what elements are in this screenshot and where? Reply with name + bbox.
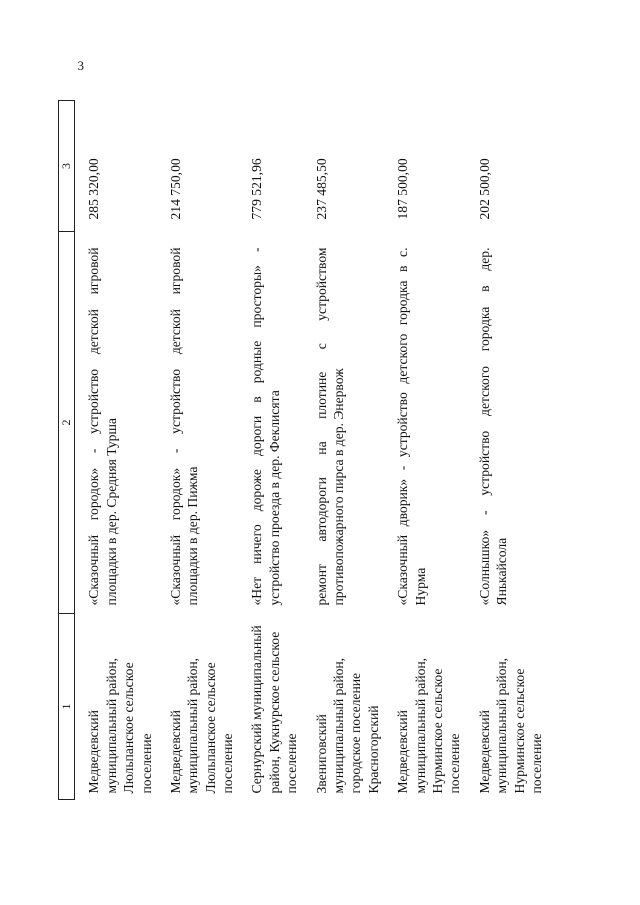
- project-cell: «Сказочный городок» - устройство детской игровой площадки в дер. Пижма: [167, 247, 201, 606]
- column-header-3: 3: [59, 101, 75, 232]
- table-row: [313, 101, 395, 800]
- rotated-table-container: [58, 100, 578, 800]
- project-cell: «Нет ничего дороже дороги в родные просторы» - устройство проезда в дер. Феклисята: [249, 247, 282, 606]
- amount-cell: 214 750,00: [167, 158, 183, 220]
- project-cell: «Сказочный дворик» - устройство детского городка в с. Нурма: [395, 247, 428, 606]
- municipality-cell: Медведевский муниципальный район, Нурминское сельское поселение: [476, 657, 544, 794]
- table-header-row: [59, 101, 75, 800]
- amount-cell: 202 500,00: [476, 158, 492, 220]
- table-row: [476, 101, 558, 800]
- column-header-1: 1: [59, 614, 75, 800]
- municipality-cell: Медведевский муниципальный район, Люльпанское сельское поселение: [167, 657, 236, 794]
- table-row: [167, 101, 249, 800]
- table-row: [248, 101, 312, 800]
- amount-cell: 285 320,00: [86, 158, 102, 220]
- amount-cell: 237 485,50: [313, 158, 329, 220]
- column-header-2: 2: [59, 232, 75, 614]
- project-cell: ремонт автодороги на плотине с устройством противопожарного пирса в дер. Энервож: [313, 247, 347, 606]
- municipality-cell: Медведевский муниципальный район, Люльпанское сельское поселение: [86, 657, 154, 794]
- amount-cell: 187 500,00: [395, 158, 411, 220]
- project-cell: «Сказочный городок» - устройство детской игровой площадки в дер. Средняя Турша: [86, 247, 119, 606]
- table-row: [394, 101, 476, 800]
- municipality-cell: Сернурский муниципальный район, Кукнурское сельское поселение: [249, 625, 300, 794]
- amount-cell: 779 521,96: [249, 158, 265, 220]
- page-number: 3: [77, 58, 84, 73]
- table-row: [75, 101, 167, 800]
- project-cell: «Солнышко» - устройство детского городка в дер. Янькайсола: [476, 247, 510, 606]
- municipality-cell: Звениговский муниципальный район, городское поселение Красногорский: [313, 657, 381, 794]
- municipality-cell: Медведевский муниципальный район, Нурминское сельское поселение: [395, 657, 463, 794]
- funding-table: [58, 100, 557, 800]
